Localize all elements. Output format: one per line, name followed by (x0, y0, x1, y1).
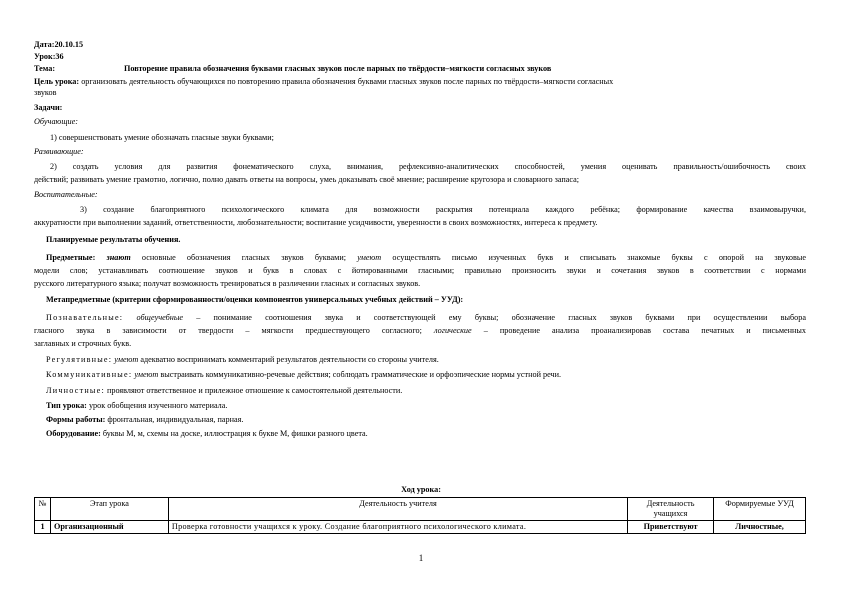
subject-line-1: Предметные: знают основные обозначения гласных звуков буквами; умеют осуществлять письмо изученных букв и списывать знакомые буквы с опорой на звуковые (46, 253, 806, 262)
teaching-item: 1) совершенствовать умение обозначать гласные звуки буквами; (50, 133, 274, 142)
results-heading: Планируемые результаты обучения. (46, 235, 181, 244)
personal-line: Личностные: проявляют ответственное и прилежное отношение к самостоятельной деятельности. (46, 386, 403, 395)
subject-line-2: модели слов; устанавливать соотношение звуков и букв в словах с йотированными гласными; правильно произносить звуки и сочетания звуков в соответствии с нормами (34, 266, 806, 275)
teaching-label: Обучающие: (34, 117, 78, 126)
row-number: 1 (35, 521, 51, 534)
lesson-flow-table (34, 497, 806, 534)
header-number: № (35, 498, 51, 521)
lesson-number-line: Урок:36 (34, 52, 64, 61)
row-teacher-activity: Проверка готовности учащихся к уроку. Создание благоприятного психологического климата. (168, 521, 627, 534)
cognitive-line-2: гласного звука в зависимости от твердости – мягкости предшествующего согласного; логические – проведение анализа проанализировав состава печатных и письменных (34, 326, 806, 335)
header-uud: Формируемые УУД (714, 498, 806, 521)
goal-line-1: Цель урока: организовать деятельность обучающихся по повторению правила обозначения буквами гласных звуков после парных по твёрдости–мягкости согласных (34, 77, 614, 86)
date-line: Дата:20.10.15 (34, 40, 84, 49)
theme-label: Тема: (34, 64, 56, 73)
theme-text: Повторение правила обозначения буквами гласных звуков после парных по твёрдости–мягкости согласных звуков (124, 64, 552, 73)
row-stage: Организационный (50, 521, 168, 534)
subject-line-3: русского литературного языка; получат возможность тренироваться в различении гласных и согласных звуков. (34, 279, 421, 288)
developing-line-2: действий; развивать умение грамотно, логично, полно давать ответы на вопросы, умеь доказывать своё мнение; расширение кругозора и словарного запаса; (34, 175, 579, 184)
equipment-line: Оборудование: буквы М, м, схемы на доске, иллюстрация к букве М, фишки разного цвета. (46, 429, 368, 438)
educational-line-2: аккуратности при выполнении заданий, ответственности, любознательности; воспитание усидчивости, уверенности в своих возможностях, интереса к предмету. (34, 218, 598, 227)
developing-label: Развивающие: (34, 147, 84, 156)
regulatory-line: Регулятивные: умеют адекватно воспринимать комментарий результатов деятельности со стороны учителя. (46, 355, 439, 364)
cognitive-line-1: Познавательные: общеучебные – понимание соотношения звука и соответствующей ему буквы; обозначение гласных звуков буквами при осуществлении выбора (46, 313, 806, 322)
header-student-activity: Деятельность учащихся (628, 498, 714, 521)
work-forms-line: Формы работы: фронтальная, индивидуальная, парная. (46, 415, 244, 424)
page-number: 1 (418, 553, 424, 563)
table-row (35, 521, 806, 534)
cognitive-line-3: заглавных и строчных букв. (34, 339, 132, 348)
header-stage: Этап урока (50, 498, 168, 521)
meta-heading: Метапредметные (критерии сформированности/оценки компонентов универсальных учебных действий – УУД): (46, 295, 464, 304)
table-header-row (35, 498, 806, 521)
lesson-flow-caption: Ход урока: (401, 485, 441, 494)
developing-line-1: 2) создать условия для развития фонематического слуха, внимания, рефлексивно-аналитических способностей, умения оценивать правильность/ошибочность своих (50, 162, 806, 171)
communicative-line: Коммуникативные: умеют выстраивать коммуникативно-речевые действия; соблюдать грамматические и орфоэпические нормы устной речи. (46, 370, 562, 379)
theme-line (34, 64, 806, 74)
goal-line-2: звуков (34, 88, 57, 97)
tasks-heading: Задачи: (34, 103, 63, 112)
row-uud: Личностные, (714, 521, 806, 534)
educational-label: Воспитательные: (34, 190, 98, 199)
educational-line-1: 3) создание благоприятного психологического климата для возможности раскрытия потенциала каждого ребёнка; формирование качества взаимовыручки, (80, 205, 806, 214)
header-teacher-activity: Деятельность учителя (168, 498, 627, 521)
row-student-activity: Приветствуют (628, 521, 714, 534)
lesson-type-line: Тип урока: урок обобщения изученного материала. (46, 401, 228, 410)
